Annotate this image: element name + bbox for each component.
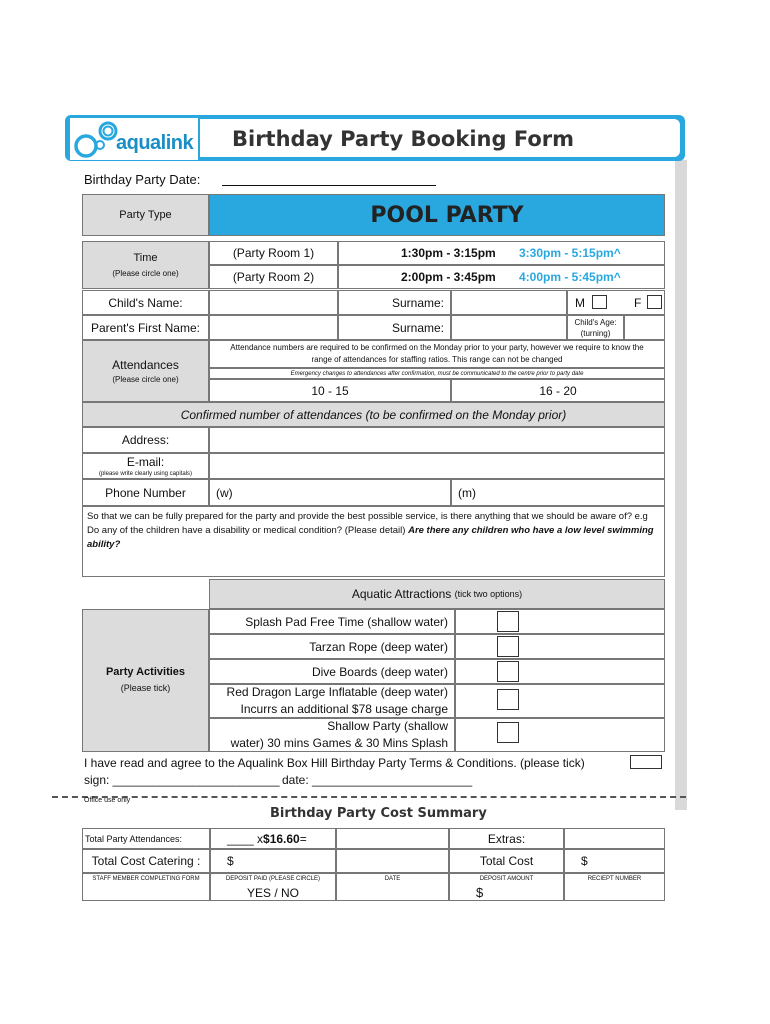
extras-label: Extras: xyxy=(449,828,564,849)
party-type-label: Party Type xyxy=(82,194,209,236)
staff-member-cell[interactable]: STAFF MEMBER COMPLETING FORM xyxy=(82,873,210,901)
gender-f-label: F xyxy=(634,296,642,310)
party-type-value: POOL PARTY xyxy=(209,194,665,236)
catering-input[interactable]: $ xyxy=(210,849,336,873)
catering-label: Total Cost Catering : xyxy=(82,849,210,873)
child-name-label: Child's Name: xyxy=(82,290,209,315)
activity-splash-pad: Splash Pad Free Time (shallow water) xyxy=(209,609,455,634)
splash-pad-checkbox[interactable] xyxy=(497,611,519,632)
attendances-note: (Please circle one) xyxy=(112,375,179,384)
terms-agree-checkbox[interactable] xyxy=(630,755,662,769)
total-attendances-input[interactable]: ____ x $16.60 = xyxy=(210,828,336,849)
aquatic-header: Aquatic Attractions (tick two options) xyxy=(209,579,665,609)
child-name-input[interactable] xyxy=(209,290,338,315)
confirmed-attendances: Confirmed number of attendances (to be confirmed on the Monday prior) xyxy=(82,402,665,427)
activity-shallow-check-cell xyxy=(455,718,665,752)
red-dragon-checkbox[interactable] xyxy=(497,689,519,710)
phone-work-input[interactable]: (w) xyxy=(209,479,451,506)
email-note: (please write clearly using capitals) xyxy=(98,471,193,477)
child-surname-input[interactable] xyxy=(451,290,567,315)
total-cost-label: Total Cost xyxy=(449,849,564,873)
party-date-field[interactable] xyxy=(222,185,436,186)
attendances-info-cell xyxy=(209,340,665,368)
party-date-label: Birthday Party Date: xyxy=(84,172,201,187)
activity-splash-pad-check-cell xyxy=(455,609,665,634)
parent-name-input[interactable] xyxy=(209,315,338,340)
total-cost-input[interactable]: $ xyxy=(564,849,665,873)
special-needs-text: So that we can be fully prepared for the party and provide the best possible service, is there anything that we should be aware of? e.g Do any of the children have a disability or medical condition? (Please detail) xyxy=(87,511,648,536)
receipt-number-cell[interactable]: RECIEPT NUMBER xyxy=(564,873,665,901)
activity-dive-boards: Dive Boards (deep water) xyxy=(209,659,455,684)
logo-text: aqualink xyxy=(116,132,194,154)
range-10-15[interactable]: 10 - 15 xyxy=(209,379,451,402)
sign-date-line[interactable]: date: ________________________ xyxy=(282,773,473,787)
parent-surname-label: Surname: xyxy=(338,315,451,340)
phone-mobile-input[interactable]: (m) xyxy=(451,479,665,506)
header-gray-strip xyxy=(675,160,687,810)
gender-f-checkbox[interactable] xyxy=(647,295,662,309)
cost-summary-title: Birthday Party Cost Summary xyxy=(270,806,487,821)
room-2[interactable]: (Party Room 2) xyxy=(209,265,338,289)
extras-input[interactable] xyxy=(564,828,665,849)
address-label: Address: xyxy=(82,427,209,453)
activity-red-dragon-check-cell xyxy=(455,684,665,718)
room-1[interactable]: (Party Room 1) xyxy=(209,241,338,265)
range-16-20[interactable]: 16 - 20 xyxy=(451,379,665,402)
dive-boards-checkbox[interactable] xyxy=(497,661,519,682)
child-age-label-cell: Child's Age: (turning) xyxy=(567,315,624,340)
party-activities-note: (Please tick) xyxy=(120,683,171,693)
deposit-paid-cell[interactable]: DEPOSIT PAID (PLEASE CIRCLE) YES / NO xyxy=(210,873,336,901)
parent-surname-input[interactable] xyxy=(451,315,567,340)
deposit-amount-cell[interactable]: DEPOSIT AMOUNT $ xyxy=(449,873,564,901)
attendances-label: Attendances xyxy=(112,358,179,372)
activity-shallow-party: Shallow Party (shallow water) 30 mins Games & 30 Mins Splash xyxy=(209,718,455,752)
activity-red-dragon: Red Dragon Large Inflatable (deep water) Incurrs an additional $78 usage charge xyxy=(209,684,455,718)
activity-dive-check-cell xyxy=(455,659,665,684)
attendances-label-cell xyxy=(82,340,209,402)
shallow-party-checkbox[interactable] xyxy=(497,722,519,743)
tarzan-rope-checkbox[interactable] xyxy=(497,636,519,657)
slot-2-room-2[interactable]: 2:00pm - 3:45pm 4:00pm - 5:45pm^ xyxy=(338,265,665,289)
activity-tarzan-check-cell xyxy=(455,634,665,659)
email-label: E-mail: xyxy=(126,455,165,469)
parent-name-label: Parent's First Name: xyxy=(82,315,209,340)
deposit-date-cell[interactable]: DATE xyxy=(336,873,449,901)
attendances-emergency: Emergency changes to attendances after confirmation, must be communicated to the centre prior to party date xyxy=(209,368,665,379)
page-title: Birthday Party Booking Form xyxy=(232,127,574,151)
time-label-cell xyxy=(82,241,209,289)
terms-agree-text: I have read and agree to the Aqualink Box Hill Birthday Party Terms & Conditions. (please tick) xyxy=(84,756,585,770)
activity-tarzan-rope: Tarzan Rope (deep water) xyxy=(209,634,455,659)
email-label-cell xyxy=(82,453,209,479)
logo xyxy=(70,118,198,160)
child-age-input[interactable] xyxy=(624,315,665,340)
gender-m-checkbox[interactable] xyxy=(592,295,607,309)
office-label: Office use only xyxy=(84,797,131,804)
address-input[interactable] xyxy=(209,427,665,453)
total-attendances-label: Total Party Attendances: xyxy=(82,828,210,849)
office-divider xyxy=(52,796,686,798)
cost-blank-2 xyxy=(336,849,449,873)
child-surname-label: Surname: xyxy=(338,290,451,315)
gender-m-label: M xyxy=(575,296,585,310)
party-activities-label: Party Activities xyxy=(105,666,186,678)
special-needs-box[interactable] xyxy=(82,506,665,577)
email-input[interactable] xyxy=(209,453,665,479)
special-needs-bold: Are there any children who have a low level swimming ability? xyxy=(87,525,654,550)
phone-label: Phone Number xyxy=(82,479,209,506)
time-note: (Please circle one) xyxy=(112,269,179,278)
attendances-info: Attendance numbers are required to be confirmed on the Monday prior to your party, however we require to know the range of attendances for staffing ratios. This range can not be changed xyxy=(230,343,644,364)
time-label: Time xyxy=(133,252,158,264)
slot-1-room-1[interactable]: 1:30pm - 3:15pm 3:30pm - 5:15pm^ xyxy=(338,241,665,265)
sign-line[interactable]: sign: _________________________ xyxy=(84,773,280,787)
aqualink-logo-icon xyxy=(72,119,122,159)
party-activities-cell xyxy=(82,609,209,752)
cost-blank-1 xyxy=(336,828,449,849)
